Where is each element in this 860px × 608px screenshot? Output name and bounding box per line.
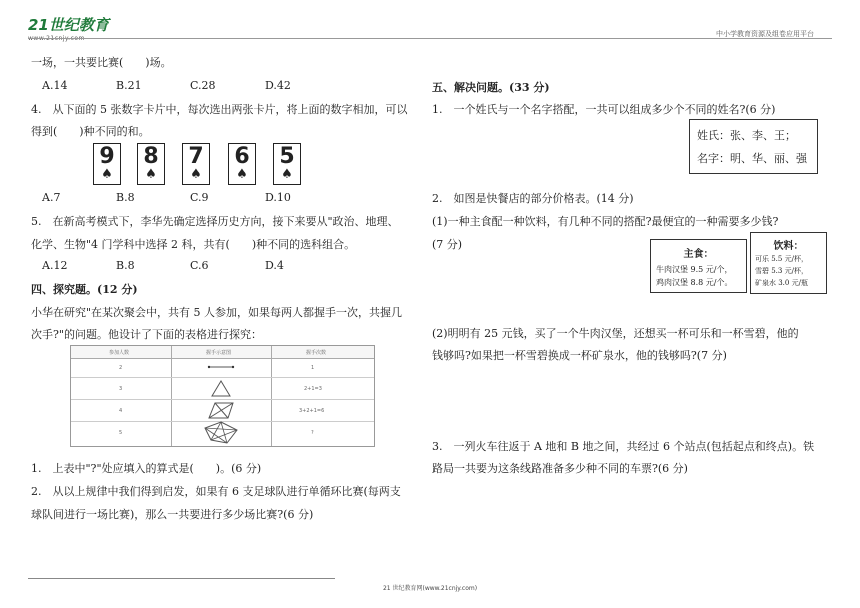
main-dish-menu: [650, 239, 747, 293]
number-card: [273, 143, 301, 185]
table-cell: 4: [119, 408, 123, 414]
main-dish-title: 主食：: [683, 249, 714, 260]
table-header-cell: 参加人数: [109, 350, 130, 356]
handshake-table: [70, 345, 375, 447]
quadrilateral-diagram-icon: [209, 403, 233, 418]
q3-option-c: C.28: [190, 79, 216, 92]
q3-continuation: 一场，一共要比赛( )场。: [31, 56, 172, 69]
surnames-text: 姓氏：张、李、王；: [697, 129, 796, 142]
q4-text-line2: 得到( )种不同的和。: [31, 125, 150, 138]
drink-item: 可乐 5.5 元/杯，: [755, 255, 808, 263]
number-card: [137, 143, 165, 185]
header-divider: [28, 38, 832, 39]
problem-2a-text: (1)一种主食配一种饮料，有几种不同的搭配?最便宜的一种需要多少钱?: [432, 215, 779, 228]
sec4-q2-line1: 2. 从以上规律中我们得到启发，如果有 6 支足球队进行单循环比赛(每两支: [31, 485, 401, 498]
q5-option-c: C.6: [190, 259, 209, 272]
table-cell: 3: [119, 386, 123, 392]
table-cell: 2: [119, 365, 123, 371]
section-4-title: 四、探究题。(12 分): [31, 283, 138, 296]
q5-text-line1: 5. 在新高考模式下，李华先确定选择历史方向，接下来要从"政治、地理、: [31, 215, 399, 228]
logo-subtext: www.21cnjy.com: [28, 35, 85, 42]
card-number: 6: [234, 144, 250, 169]
problem-2b-line1: (2)明明有 25 元钱，买了一个牛肉汉堡，还想买一杯可乐和一杯雪碧，他的: [432, 327, 799, 340]
q3-option-a: A.14: [42, 79, 68, 92]
table-cell: 5: [119, 430, 123, 436]
problem-1-text: 1. 一个姓氏与一个名字搭配，一共可以组成多少个不同的姓名?(6 分): [432, 103, 776, 116]
number-card: [228, 143, 256, 185]
main-dish-item: 牛肉汉堡 9.5 元/个，: [656, 265, 733, 274]
card-number: 9: [99, 144, 115, 169]
drink-item: 雪碧 5.3 元/杯，: [755, 267, 808, 275]
name-box: [689, 119, 818, 174]
table-divider: [271, 346, 272, 446]
footer-text: 21 世纪教育网(www.21cnjy.com): [382, 585, 478, 592]
problem-3-line1: 3. 一列火车往返于 A 地和 B 地之间，共经过 6 个站点(包括起点和终点)。铁: [432, 440, 815, 453]
card-number: 8: [143, 144, 159, 169]
drink-menu: [750, 232, 827, 294]
q5-option-d: D.4: [265, 259, 284, 272]
given-names-text: 名字：明、华、丽、强: [697, 152, 807, 165]
table-header-cell: 握手次数: [306, 350, 327, 356]
footer-divider: [28, 578, 335, 579]
spade-icon: ♠: [145, 167, 157, 182]
two-point-diagram-icon: [208, 366, 234, 368]
problem-2b-line2: 钱够吗?如果把一杯雪碧换成一杯矿泉水，他的钱够吗?(7 分): [432, 349, 727, 362]
number-card: [93, 143, 121, 185]
problem-2-text: 2. 如图是快餐店的部分价格表。(14 分): [432, 192, 634, 205]
pentagon-diagram-icon: [205, 422, 237, 443]
q4-text-line1: 4. 从下面的 5 张数字卡片中，每次选出两张卡片，将上面的数字相加，可以: [31, 103, 408, 116]
table-cell: 2+1=3: [304, 386, 322, 392]
q5-option-a: A.12: [42, 259, 68, 272]
q4-option-b: B.8: [116, 191, 135, 204]
q5-option-b: B.8: [116, 259, 135, 272]
triangle-diagram-icon: [212, 381, 230, 396]
number-card: [182, 143, 210, 185]
q4-option-a: A.7: [42, 191, 61, 204]
sec4-text-line1: 小华在研究"在某次聚会中，共有 5 人参加，如果每两人都握手一次，共握几: [31, 306, 403, 319]
table-cell: 1: [311, 365, 315, 371]
drink-menu-title: 饮料：: [773, 241, 804, 252]
q5-text-line2: 化学、生物"4 门学科中选择 2 科，共有( )种不同的选科组合。: [31, 238, 356, 251]
sec4-q2-line2: 球队间进行一场比赛)，那么一共要进行多少场比赛?(6 分): [31, 508, 314, 521]
main-dish-item: 鸡肉汉堡 8.8 元/个。: [656, 278, 733, 287]
q3-option-d: D.42: [265, 79, 291, 92]
spade-icon: ♠: [190, 167, 202, 182]
section-5-title: 五、解决问题。(33 分): [432, 81, 550, 94]
logo-text: 21世纪教育: [28, 16, 109, 34]
table-cell: ?: [311, 430, 314, 436]
problem-3-line2: 路局一共要为这条线路准备多少种不同的车票?(6 分): [432, 462, 688, 475]
spade-icon: ♠: [281, 167, 293, 182]
q3-option-b: B.21: [116, 79, 142, 92]
table-cell: 3+2+1=6: [299, 408, 325, 414]
drink-item: 矿泉水 3.0 元/瓶: [755, 279, 808, 287]
sec4-text-line2: 次手?"的问题。他设计了下面的表格进行探究：: [31, 328, 262, 341]
problem-2a-score: (7 分): [432, 238, 463, 251]
header-platform-text: 中小学教育资源及组卷应用平台: [716, 30, 814, 38]
table-header-cell: 握手示意图: [206, 350, 232, 356]
handshake-diagrams: [171, 358, 271, 446]
card-number: 7: [188, 144, 204, 169]
spade-icon: ♠: [236, 167, 248, 182]
spade-icon: ♠: [101, 167, 113, 182]
q4-option-d: D.10: [265, 191, 291, 204]
card-number: 5: [279, 144, 295, 169]
sec4-q1: 1. 上表中"?"处应填入的算式是( )。(6 分): [31, 462, 262, 475]
q4-option-c: C.9: [190, 191, 209, 204]
